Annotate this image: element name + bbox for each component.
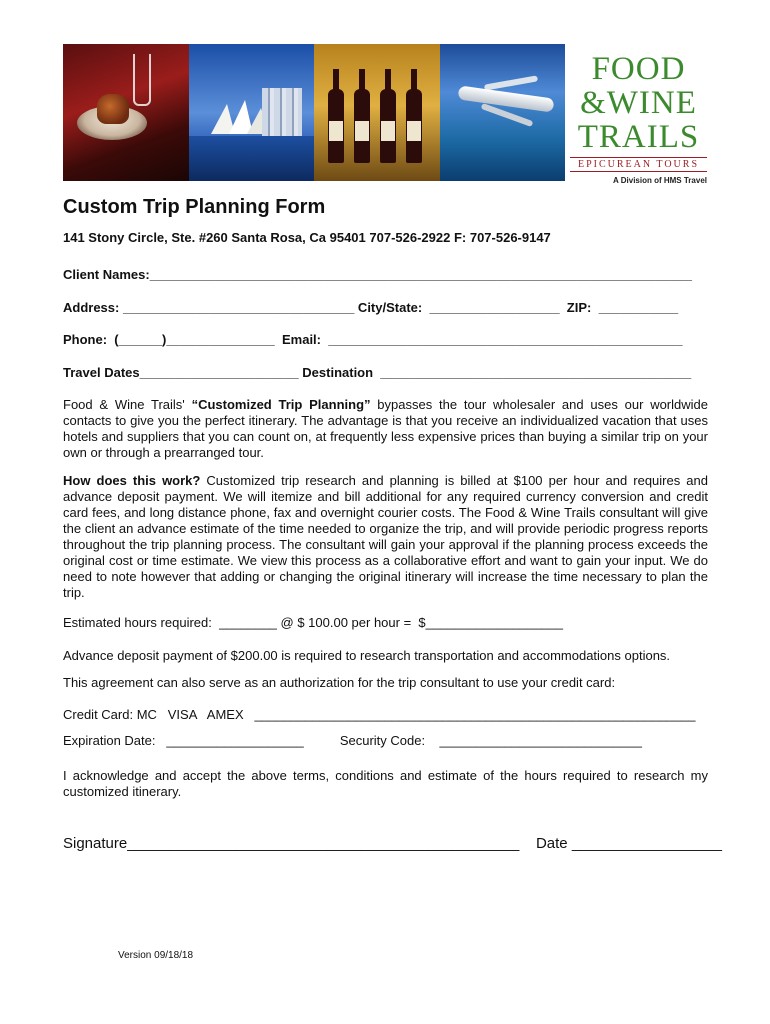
how-it-works-paragraph: How does this work? Customized trip research and planning is billed at $100 per hour and requires and advance deposit payment. We will itemize and bill additional for any required currency conversion and credit card fees, and long distance phone, fax and overnight courier costs. The Food & Wine Trails consultant will give the client an advance estimate of the time needed to organize the trip, and will provide periodic progress reports throughout the trip planning process. The consultant will gain your approval if the planning process exceeds the original cost or time estimate. We view this process as a collaborative effort and want to gain your input. We do need to note however that adding or changing the original itinerary will increase the time necessary to plan the trip. xyxy=(63,473,708,600)
address-field[interactable]: Address: ________________________________ City/State: __________________ ZIP: ___________ xyxy=(63,300,679,315)
travel-dates-field[interactable]: Travel Dates______________________ Destination ___________________________________________ xyxy=(63,365,692,380)
client-names-field[interactable]: Client Names:___________________________________________________________________________ xyxy=(63,267,692,282)
estimated-hours-field[interactable]: Estimated hours required: ________ @ $ 100.00 per hour = $___________________ xyxy=(63,615,563,630)
header-banner xyxy=(63,44,565,181)
agreement-notice: This agreement can also serve as an authorization for the trip consultant to use your credit card: xyxy=(63,675,616,690)
banner-photo-sydney xyxy=(189,44,315,181)
food-wine-trails-logo: FOOD &WINE TRAILS EPICUREAN TOURS A Division of HMS Travel xyxy=(566,52,711,185)
form-title: Custom Trip Planning Form xyxy=(63,196,326,218)
version-label: Version 09/18/18 xyxy=(118,950,194,961)
credit-card-field[interactable]: Credit Card: MC VISA AMEX _____________________________________________________________ xyxy=(63,707,696,722)
company-address: 141 Stony Circle, Ste. #260 Santa Rosa, Ca 95401 707-526-2922 F: 707-526-9147 xyxy=(63,230,551,245)
banner-photo-wine-bottles xyxy=(314,44,440,181)
banner-photo-dining xyxy=(63,44,189,181)
banner-photo-airplane xyxy=(440,44,566,181)
expiration-security-field[interactable]: Expiration Date: ___________________ Security Code: ____________________________ xyxy=(63,733,642,748)
phone-email-field[interactable]: Phone: (______)_______________ Email: _________________________________________________ xyxy=(63,332,683,347)
deposit-notice: Advance deposit payment of $200.00 is required to research transportation and accommodations options. xyxy=(63,648,671,663)
acknowledgement-text: I acknowledge and accept the above terms, conditions and estimate of the hours required to research my customized itinerary. xyxy=(63,768,708,799)
intro-paragraph: Food & Wine Trails' “Customized Trip Planning” bypasses the tour wholesaler and uses our worldwide contacts to give you the perfect itinerary. The advantage is that you receive an individualized vacation that uses hotels and suppliers that you can count on, at frequently less expensive prices than buying a similar trip on your own or through a prearranged tour. xyxy=(63,397,708,460)
signature-date-field[interactable]: Signature_______________________________________________ Date __________________ xyxy=(63,835,722,852)
